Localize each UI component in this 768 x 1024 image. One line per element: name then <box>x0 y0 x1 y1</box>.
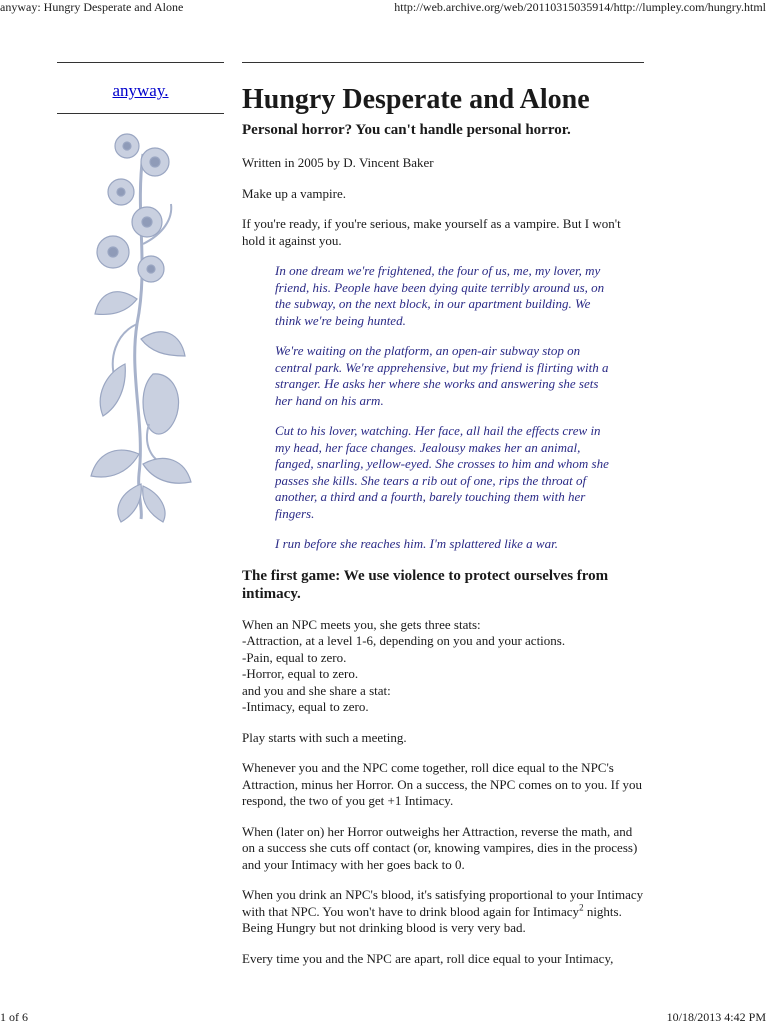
quote-paragraph: In one dream we're frightened, the four of us, me, my lover, my friend, his. People have been dying quite terribly around us, on the subway, on the next block, in our apartment building. We think we're being hunted. <box>275 263 605 328</box>
blood-text-end: nights. Being Hungry but not drinking blood is very very bad. <box>242 903 622 935</box>
horror-rule-paragraph: When (later on) her Horror outweighs her Attraction, reverse the math, and on a success she cuts off contact (or, knowing vampires, dies in the process) and your Intimacy with her goes back to 0. <box>242 823 638 872</box>
quote-paragraph: Cut to his lover, watching. Her face, all hail the effects crew in my head, her face changes. Jealousy makes her an animal, fanged, snarling, yellow-eyed. She crosses to him and whom she passes she kills. She tears a rib out of one, rips the throat of another, a third and a fourth, barely touching them with her fingers. <box>275 423 609 521</box>
floral-ornament-image <box>85 124 197 524</box>
print-datetime: 10/18/2013 4:42 PM <box>666 1010 766 1024</box>
stat-horror: -Horror, equal to zero. <box>242 666 359 681</box>
site-home-link[interactable]: anyway. <box>112 81 169 100</box>
together-paragraph: Whenever you and the NPC come together, roll dice equal to the NPC's Attraction, minus her Horror. On a success, the NPC comes on to you. If you respond, the two of you get +1 Intimacy. <box>242 760 643 808</box>
blood-exponent: 2 <box>579 902 584 913</box>
stat-attraction: -Attraction, at a level 1-6, depending on you and your actions. <box>242 633 566 648</box>
stats-list <box>242 617 644 716</box>
quote-paragraph: We're waiting on the platform, an open-air subway stop on central park. We're apprehensive, but my friend is flirting with a stranger. He asks her where she works and answering she sets her hand on his arm. <box>275 343 609 408</box>
dream-quote <box>275 263 615 553</box>
print-header-url: http://web.archive.org/web/20110315035914/http://lumpley.com/hungry.html <box>394 0 766 14</box>
page-number: 1 of 6 <box>0 1010 28 1024</box>
sidebar-bottom-rule <box>57 113 224 114</box>
quote-paragraph: I run before she reaches him. I'm splattered like a war. <box>275 536 558 551</box>
blood-text: When you drink an NPC's blood, it's satisfying proportional to your Intimacy with that NPC. You won't have to drink blood again for Intimacy <box>242 887 644 919</box>
article-top-rule <box>242 62 644 63</box>
print-footer <box>0 1008 768 1024</box>
article-byline: Written in 2005 by D. Vincent Baker <box>242 155 434 170</box>
sidebar <box>57 62 224 529</box>
intro-paragraph: Make up a vampire. <box>242 185 346 201</box>
stats-shared: and you and she share a stat: <box>242 682 391 698</box>
intro-paragraph: If you're ready, if you're serious, make yourself as a vampire. But I won't hold it against you. <box>242 216 621 248</box>
print-header-title: anyway: Hungry Desperate and Alone <box>0 0 184 14</box>
apart-paragraph: Every time you and the NPC are apart, roll dice equal to your Intimacy, <box>242 950 614 966</box>
stat-intimacy: -Intimacy, equal to zero. <box>242 699 369 714</box>
blood-paragraph <box>242 887 644 937</box>
article-subtitle: Personal horror? You can't handle personal horror. <box>242 122 571 138</box>
print-header <box>0 0 768 16</box>
play-starts-paragraph: Play starts with such a meeting. <box>242 729 407 745</box>
stats-intro: When an NPC meets you, she gets three stats: <box>242 616 481 632</box>
stat-pain: -Pain, equal to zero. <box>242 649 347 665</box>
article-title: Hungry Desperate and Alone <box>242 84 590 115</box>
article <box>242 62 644 981</box>
section-heading: The first game: We use violence to protect ourselves from intimacy. <box>242 567 609 602</box>
